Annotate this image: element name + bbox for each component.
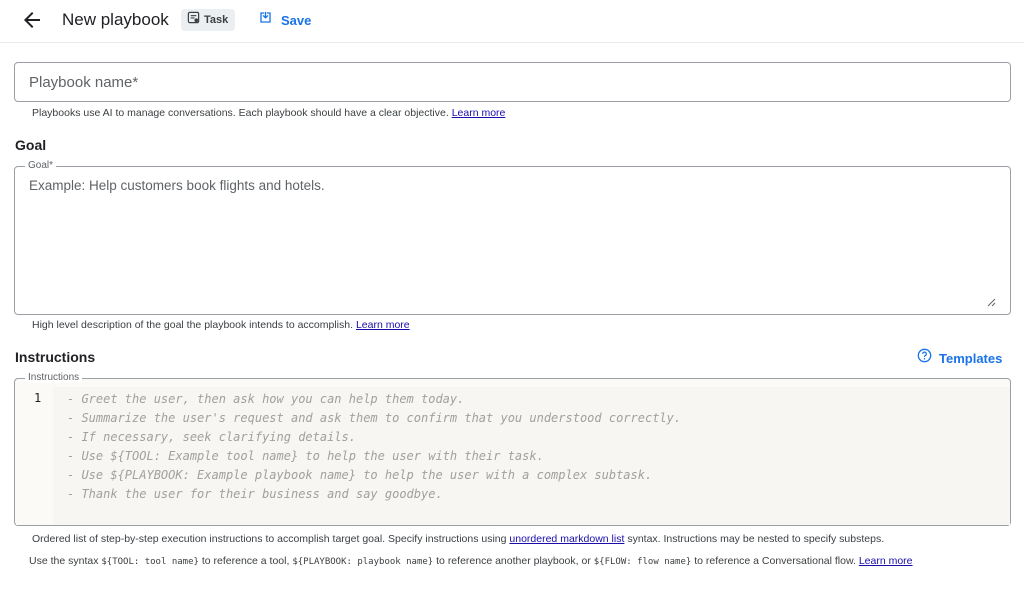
task-icon	[187, 11, 200, 29]
line-number: 1	[34, 391, 42, 405]
goal-field-legend: Goal*	[25, 160, 56, 171]
line-number-gutter	[16, 387, 53, 525]
instructions-hint-syntax	[32, 533, 884, 545]
goal-hint	[32, 319, 410, 331]
goal-hint-text: High level description of the goal the playbook intends to accomplish.	[32, 319, 354, 331]
playbook-name-hint-text: Playbooks use AI to manage conversations. Each playbook should have a clear objective.	[32, 107, 449, 119]
playbook-syntax-code: ${PLAYBOOK: playbook name}	[292, 557, 434, 567]
references-hint-text: to reference a Conversational flow.	[694, 555, 856, 567]
save-button-label: Save	[281, 12, 312, 28]
save-icon	[258, 10, 273, 30]
templates-button[interactable]	[917, 348, 1002, 368]
goal-field	[14, 160, 1011, 315]
task-chip-label: Task	[204, 14, 229, 26]
instructions-hint-text: syntax. Instructions may be nested to specify substeps.	[627, 533, 885, 545]
playbook-name-input[interactable]	[15, 63, 1010, 101]
tool-syntax-code: ${TOOL: tool name}	[101, 557, 199, 567]
flow-syntax-code: ${FLOW: flow name}	[593, 557, 692, 567]
instructions-learn-more-link[interactable]: Learn more	[858, 555, 913, 567]
help-circle-icon	[917, 348, 932, 368]
templates-button-label: Templates	[939, 350, 1003, 366]
instructions-hint-references	[29, 555, 913, 567]
playbook-name-hint	[32, 107, 505, 119]
placeholder-line: - If necessary, seek clarifying details.	[67, 430, 356, 444]
back-arrow-icon[interactable]	[20, 8, 44, 32]
goal-section-title: Goal	[15, 137, 47, 153]
instructions-code-area[interactable]	[53, 387, 1010, 525]
instructions-editor	[14, 372, 1011, 526]
resize-handle-icon[interactable]	[986, 294, 996, 304]
top-bar	[0, 0, 1024, 43]
playbook-name-field	[14, 62, 1011, 102]
instructions-hint-text: Ordered list of step-by-step execution instructions to accomplish target goal. Specify instructions using	[32, 533, 507, 545]
placeholder-line: - Summarize the user's request and ask them to confirm that you understood correctly.	[67, 411, 682, 425]
references-hint-text: to reference a tool,	[201, 555, 290, 567]
placeholder-line: - Use ${TOOL: Example tool name} to help the user with their task.	[67, 449, 544, 463]
placeholder-line: - Greet the user, then ask how you can help them today.	[67, 392, 465, 406]
instructions-section-title: Instructions	[15, 349, 96, 365]
save-button[interactable]	[258, 9, 311, 31]
placeholder-line: - Use ${PLAYBOOK: Example playbook name} to help the user with a complex subtask.	[67, 468, 653, 482]
page-title: New playbook	[62, 10, 169, 29]
placeholder-line: - Thank the user for their business and say goodbye.	[67, 487, 443, 501]
unordered-markdown-list-link[interactable]: unordered markdown list	[509, 533, 625, 545]
task-chip	[181, 9, 235, 31]
goal-textarea[interactable]	[15, 167, 1010, 314]
goal-learn-more-link[interactable]: Learn more	[355, 319, 410, 331]
references-hint-text: to reference another playbook, or	[436, 555, 591, 567]
references-hint-text: Use the syntax	[29, 555, 99, 567]
instructions-field-legend: Instructions	[25, 372, 82, 383]
playbook-name-learn-more-link[interactable]: Learn more	[451, 107, 506, 119]
